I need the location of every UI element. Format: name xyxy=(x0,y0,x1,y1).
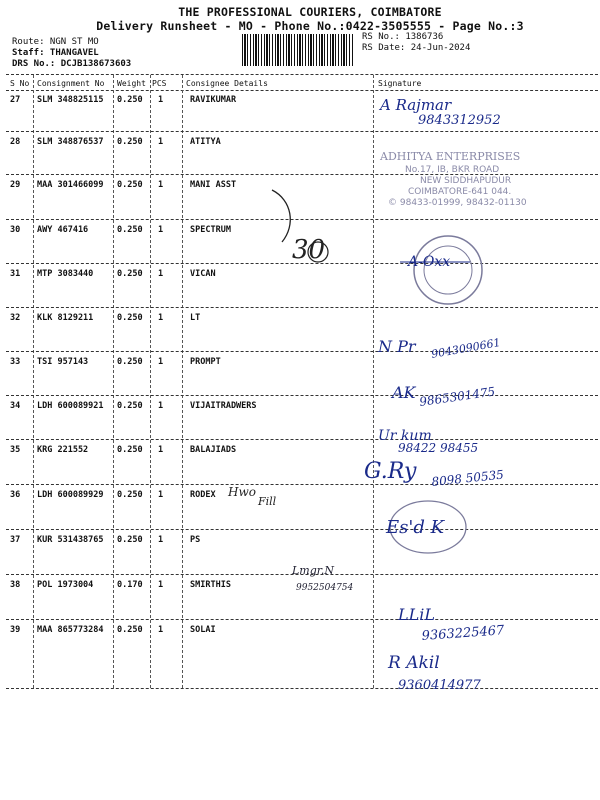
signature-38: LLiL xyxy=(398,605,435,624)
row-consignment: SLM 348825115 xyxy=(37,95,104,105)
row-divider xyxy=(6,131,598,132)
row-consignment: MAA 301466099 xyxy=(37,180,104,190)
row-pcs: 1 xyxy=(158,225,164,235)
row-consignee: BALAJIADS xyxy=(190,445,237,455)
phone-37: 9952504754 xyxy=(296,583,354,593)
row-weight: 0.250 xyxy=(117,180,143,190)
svg-text:COIMBATORE-641 044.: COIMBATORE-641 044. xyxy=(408,187,512,197)
row-pcs: 1 xyxy=(158,625,164,635)
phone-33: 9865301475 xyxy=(418,384,497,409)
row-weight: 0.250 xyxy=(117,137,143,147)
row-consignment: MAA 865773284 xyxy=(37,625,104,635)
row-consignment: KLK 8129211 xyxy=(37,313,94,323)
col-signature: Signature xyxy=(378,79,422,88)
row-pcs: 1 xyxy=(158,490,164,500)
col-weight: Weight xyxy=(117,79,146,88)
row-weight: 0.250 xyxy=(117,95,143,105)
row-consignee: SMIRTHIS xyxy=(190,580,231,590)
row-sno: 36 xyxy=(10,490,21,500)
phone-34: 98422 98455 xyxy=(398,441,479,455)
handwritten-circle xyxy=(308,242,328,262)
row-consignee: VIJAITRADWERS xyxy=(190,401,257,411)
row-consignment: KUR 531438765 xyxy=(37,535,104,545)
row-consignment: LDH 600089921 xyxy=(37,401,104,411)
row-divider xyxy=(6,439,598,440)
round-stamp xyxy=(414,236,482,304)
svg-text:Fill: Fill xyxy=(258,495,277,508)
row-consignment: AWY 467416 xyxy=(37,225,89,235)
row-pcs: 1 xyxy=(158,445,164,455)
header-bottom-rule xyxy=(6,90,598,91)
row-weight: 0.250 xyxy=(117,445,143,455)
runsheet-subtitle: Delivery Runsheet - MO - Phone No.:0422-3505555 - Page No.:3 xyxy=(96,19,524,33)
row-pcs: 1 xyxy=(158,535,164,545)
row-consignment: MTP 3083440 xyxy=(37,269,94,279)
row-weight: 0.250 xyxy=(117,357,143,367)
col-consignment: Consignment No xyxy=(37,79,105,88)
handwritten-30: 30 xyxy=(292,235,326,265)
svg-text:NEW SIDDHAPUDUR: NEW SIDDHAPUDUR xyxy=(420,176,512,186)
row-sno: 38 xyxy=(10,580,21,590)
row-pcs: 1 xyxy=(158,269,164,279)
row-divider xyxy=(6,484,598,485)
svg-text:No.17, IB, BKR ROAD: No.17, IB, BKR ROAD xyxy=(405,165,500,175)
row-weight: 0.250 xyxy=(117,313,143,323)
company-stamp-28 xyxy=(379,150,527,208)
row-divider xyxy=(6,263,598,264)
row-weight: 0.250 xyxy=(117,269,143,279)
row-divider xyxy=(6,529,598,530)
row-sno: 29 xyxy=(10,180,21,190)
column-divider xyxy=(33,75,34,688)
row-weight: 0.250 xyxy=(117,401,143,411)
row-consignee: PS xyxy=(190,535,201,545)
row-consignee: ATITYA xyxy=(190,137,221,147)
rs-date: RS Date: 24-Jun-2024 xyxy=(362,43,471,53)
round-stamp-36 xyxy=(390,501,466,553)
phone-32: 9043090661 xyxy=(430,335,502,361)
signature-37: Lmgr.N xyxy=(292,564,334,577)
route-label: Route: NGN ST MO xyxy=(12,37,99,47)
row-divider xyxy=(6,688,598,689)
col-pcs: PCS xyxy=(152,79,167,88)
row-consignment: KRG 221552 xyxy=(37,445,89,455)
rs-number: RS No.: 1386736 xyxy=(362,32,444,42)
staff-label: Staff: THANGAVEL xyxy=(12,48,99,58)
row-sno: 34 xyxy=(10,401,21,411)
row-sno: 31 xyxy=(10,269,21,279)
row-consignee: LT xyxy=(190,313,201,323)
row-sno: 35 xyxy=(10,445,21,455)
row-consignment: LDH 600089929 xyxy=(37,490,104,500)
pen-stroke-29 xyxy=(272,190,290,242)
row-sno: 32 xyxy=(10,313,21,323)
column-divider xyxy=(113,75,114,688)
svg-text:ADHITYA ENTERPRISES: ADHITYA ENTERPRISES xyxy=(380,150,521,163)
row-weight: 0.250 xyxy=(117,535,143,545)
row-consignee: RODEX xyxy=(190,490,216,500)
row-divider xyxy=(6,174,598,175)
row-sno: 27 xyxy=(10,95,21,105)
row-consignee: PROMPT xyxy=(190,357,221,367)
row-consignment: TSI 957143 xyxy=(37,357,89,367)
signature-34: Ur kum xyxy=(378,428,432,444)
col-sno: S No xyxy=(10,79,30,88)
signature-33: AK xyxy=(392,383,416,402)
row-sno: 30 xyxy=(10,225,21,235)
row-pcs: 1 xyxy=(158,313,164,323)
phone-39: 9360414977 xyxy=(398,678,481,693)
column-divider xyxy=(182,75,183,688)
column-divider xyxy=(373,75,374,688)
row-sno: 28 xyxy=(10,137,21,147)
phone-27: 9843312952 xyxy=(418,113,501,128)
row-consignee: MANI ASST xyxy=(190,180,237,190)
row-divider xyxy=(6,219,598,220)
signature-30: A-Oxx xyxy=(408,254,451,270)
row-weight: 0.250 xyxy=(117,225,143,235)
drs-barcode xyxy=(242,34,354,66)
phone-38: 9363225467 xyxy=(421,623,505,644)
row-pcs: 1 xyxy=(158,357,164,367)
row-divider xyxy=(6,574,598,575)
row-consignment: POL 1973004 xyxy=(37,580,94,590)
row-sno: 39 xyxy=(10,625,21,635)
row-weight: 0.250 xyxy=(117,490,143,500)
note-35: Hwo xyxy=(228,485,256,499)
row-consignee: RAVIKUMAR xyxy=(190,95,237,105)
signature-27: A Rajmar xyxy=(380,96,452,114)
row-weight: 0.250 xyxy=(117,625,143,635)
phone-35: 8098 50535 xyxy=(430,467,505,489)
column-divider xyxy=(150,75,151,688)
row-sno: 37 xyxy=(10,535,21,545)
row-pcs: 1 xyxy=(158,180,164,190)
row-divider xyxy=(6,395,598,396)
signature-36: Es'd K xyxy=(386,517,445,538)
col-consignee: Consignee Details xyxy=(186,79,268,88)
signature-39: R Akil xyxy=(388,653,440,673)
row-sno: 33 xyxy=(10,357,21,367)
row-pcs: 1 xyxy=(158,580,164,590)
svg-text:© 98433-01999, 98432-01130: © 98433-01999, 98432-01130 xyxy=(388,198,527,208)
row-consignee: VICAN xyxy=(190,269,216,279)
row-weight: 0.170 xyxy=(117,580,143,590)
company-title: THE PROFESSIONAL COURIERS, COIMBATORE xyxy=(178,5,442,19)
row-divider xyxy=(6,307,598,308)
row-divider xyxy=(6,619,598,620)
signature-32: N Pr xyxy=(378,337,416,356)
row-consignee: SOLAI xyxy=(190,625,216,635)
row-consignee: SPECTRUM xyxy=(190,225,231,235)
signature-35: G.Ry xyxy=(364,459,417,484)
drs-number: DRS No.: DCJB138673603 xyxy=(12,59,132,69)
header-top-rule xyxy=(6,74,598,75)
row-consignment: SLM 348876537 xyxy=(37,137,104,147)
row-pcs: 1 xyxy=(158,137,164,147)
row-divider xyxy=(6,351,598,352)
row-pcs: 1 xyxy=(158,401,164,411)
row-pcs: 1 xyxy=(158,95,164,105)
